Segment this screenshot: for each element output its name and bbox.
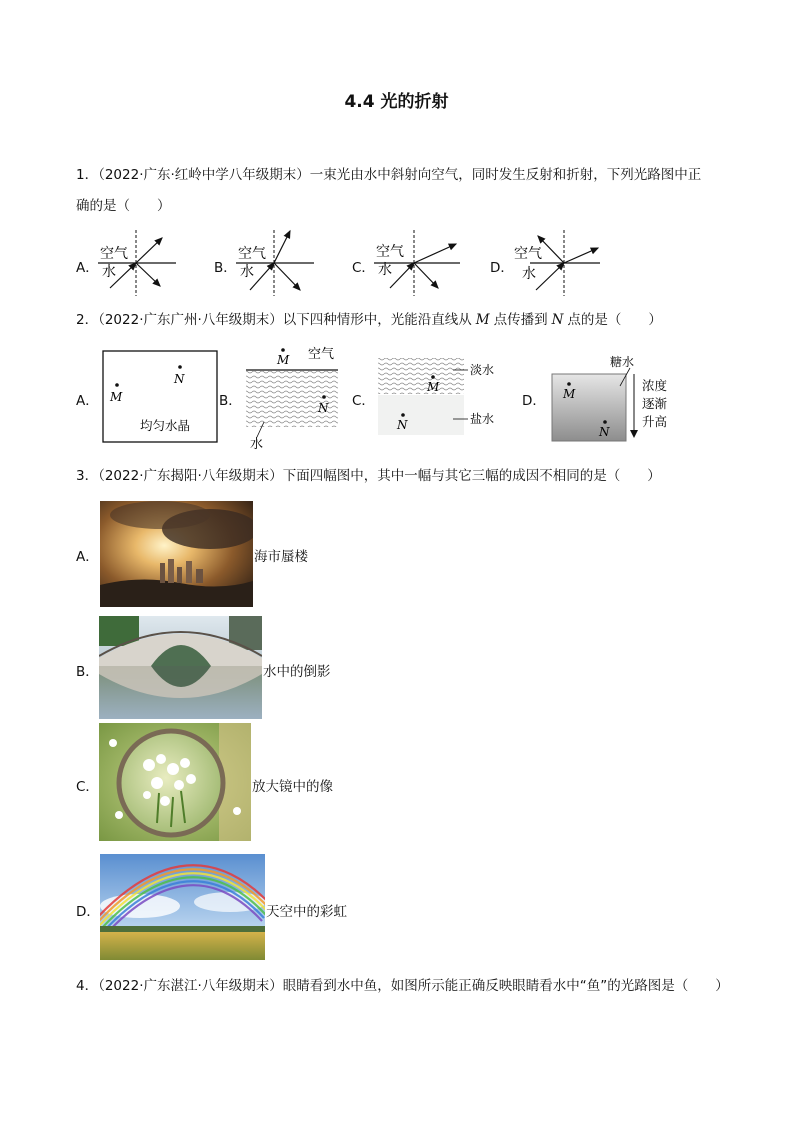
q1-option-a-label[interactable]: A． <box>76 260 99 276</box>
question-4-text: 4．（2022·广东湛江·八年级期末）眼睛看到水中鱼，如图所示能正确反映眼睛看水中“鱼”的光路图是（ ） <box>76 978 729 994</box>
point-m <box>115 383 119 387</box>
point-n <box>178 365 182 369</box>
point-m-label: M <box>277 353 290 367</box>
air-label: 空气 <box>238 246 266 262</box>
incident-ray <box>536 263 564 290</box>
refracted-ray <box>564 248 598 263</box>
fresh-water-label: 淡水 <box>470 363 495 377</box>
mirage-photo[interactable] <box>100 501 253 607</box>
q2-option-d-label[interactable]: D． <box>522 393 546 409</box>
point-n <box>603 420 607 424</box>
gradient-arrow-head <box>630 430 638 438</box>
reflected-ray <box>414 263 438 288</box>
q1-diagram-d[interactable] <box>510 228 602 298</box>
q3-option-b-label[interactable]: B． <box>76 664 99 680</box>
q1-diagram-c[interactable] <box>372 228 462 298</box>
q3-option-d-caption: 天空中的彩虹 <box>266 904 347 920</box>
q3-option-d-label[interactable]: D． <box>76 904 100 920</box>
q1-option-b-label[interactable]: B． <box>214 260 237 276</box>
bridge-reflection-photo[interactable] <box>99 616 262 719</box>
q2-option-a-label[interactable]: A． <box>76 393 99 409</box>
water-label: 水 <box>250 437 264 452</box>
air-label: 空气 <box>308 347 335 362</box>
sugar-water-box <box>552 374 626 441</box>
q3-option-c-caption: 放大镜中的像 <box>252 779 333 795</box>
fresh-water-region <box>378 358 464 394</box>
point-n <box>401 413 405 417</box>
rainbow-photo[interactable] <box>100 854 265 960</box>
question-1-text-line2: 确的是（ ） <box>76 198 171 214</box>
q3-option-a-caption: 海市蜃楼 <box>254 549 308 565</box>
point-m <box>431 375 435 379</box>
point-m-label: M <box>475 312 490 328</box>
page-title: 4.4 光的折射 <box>344 92 449 112</box>
refracted-ray <box>136 238 162 263</box>
q3-option-a-label[interactable]: A． <box>76 549 99 565</box>
point-n-label: N <box>318 401 329 415</box>
uniform-crystal-label: 均匀水晶 <box>140 418 191 433</box>
q1-diagram-a[interactable] <box>96 228 178 298</box>
q2-diagram-a[interactable] <box>102 350 218 444</box>
point-m-label: M <box>563 387 576 401</box>
concentration-label-2: 逐渐 <box>642 396 668 411</box>
point-m <box>281 348 285 352</box>
concentration-label-1: 浓度 <box>642 378 668 393</box>
air-label: 空气 <box>100 246 128 262</box>
question-1 <box>76 160 726 222</box>
point-n-label: N <box>397 418 408 432</box>
q3-option-b-caption: 水中的倒影 <box>263 664 331 680</box>
magnifier-photo[interactable] <box>99 723 251 841</box>
point-n-label: N <box>174 372 185 386</box>
salt-water-label: 盐水 <box>470 412 495 426</box>
q1-option-d-label[interactable]: D． <box>490 260 514 276</box>
reflected-ray <box>136 263 160 286</box>
refracted-ray <box>274 231 290 263</box>
point-m-label: M <box>110 390 123 404</box>
water-label: 水 <box>240 264 254 280</box>
point-m-label: M <box>427 380 440 394</box>
question-3-text: 3．（2022·广东揭阳·八年级期末）下面四幅图中，其中一幅与其它三幅的成因不相同的是（ ） <box>76 468 661 484</box>
q3-option-c-label[interactable]: C． <box>76 779 99 795</box>
point-n-label: N <box>551 312 564 328</box>
q2-diagram-d[interactable] <box>550 350 676 444</box>
refracted-ray <box>414 244 456 263</box>
q1-diagram-b[interactable] <box>234 228 316 298</box>
question-1-text-line1: 1．（2022·广东·红岭中学八年级期末）一束光由水中斜射向空气，同时发生反射和折射，下列光路图中正 <box>76 167 702 183</box>
question-2-text: 2．（2022·广东广州·八年级期末）以下四种情形中，光能沿直线从 M 点传播到 N 点的是（ ） <box>76 312 662 328</box>
q1-option-c-label[interactable]: C． <box>352 260 375 276</box>
water-label: 水 <box>102 264 116 280</box>
point-m <box>567 382 571 386</box>
q2-option-b-label[interactable]: B． <box>219 393 242 409</box>
water-label: 水 <box>378 262 392 278</box>
q2-diagram-c[interactable] <box>376 356 508 438</box>
sugar-water-label: 糖水 <box>610 355 635 369</box>
air-label: 空气 <box>514 246 542 262</box>
water-region <box>246 371 338 427</box>
reflected-ray <box>274 263 300 290</box>
point-n-label: N <box>599 425 610 439</box>
incident-ray <box>390 263 414 288</box>
water-label: 水 <box>522 266 536 282</box>
air-label: 空气 <box>376 244 404 260</box>
concentration-label-3: 升高 <box>642 414 668 429</box>
point-n <box>322 395 326 399</box>
salt-water-region <box>378 395 464 435</box>
q2-option-c-label[interactable]: C． <box>352 393 375 409</box>
q2-diagram-b[interactable] <box>244 344 344 452</box>
